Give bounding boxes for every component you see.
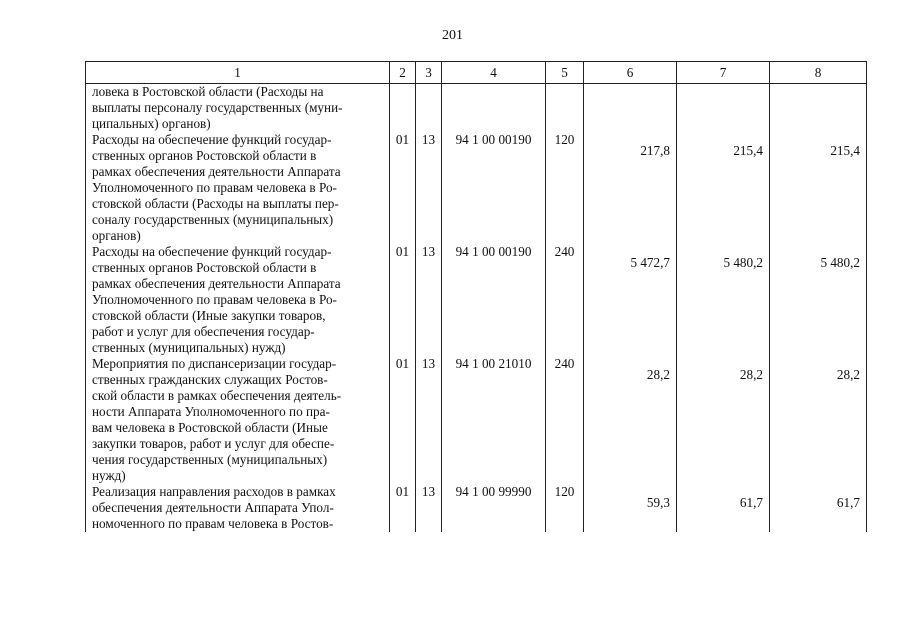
amount-year-2: 28,2 bbox=[677, 356, 770, 484]
row-description bbox=[86, 244, 390, 356]
col-header: 6 bbox=[584, 62, 677, 84]
col-header: 3 bbox=[416, 62, 442, 84]
page-number: 201 bbox=[442, 28, 463, 43]
description-line: Расходы на обеспечение функций государ- bbox=[92, 244, 332, 259]
amount-year-2 bbox=[677, 84, 770, 133]
description-line: Расходы на обеспечение функций государ- bbox=[92, 132, 332, 147]
expense-type-code: 120 bbox=[546, 484, 584, 532]
table-row bbox=[86, 356, 867, 484]
target-article-code: 94 1 00 99990 bbox=[442, 484, 546, 532]
col-header: 8 bbox=[770, 62, 867, 84]
description-line: ловека в Ростовской области (Расходы на bbox=[92, 84, 324, 99]
description-line: органов) bbox=[92, 228, 141, 243]
amount-year-1 bbox=[584, 84, 677, 133]
description-line: чения государственных (муниципальных) bbox=[92, 452, 328, 467]
section-code bbox=[390, 84, 416, 133]
description-line: ственных гражданских служащих Ростов- bbox=[92, 372, 328, 387]
subsection-code: 13 bbox=[416, 244, 442, 356]
description-line: ципальных) органов) bbox=[92, 116, 211, 131]
col-header: 4 bbox=[442, 62, 546, 84]
section-code: 01 bbox=[390, 244, 416, 356]
col-header: 1 bbox=[86, 62, 390, 84]
description-line: ской области в рамках обеспечения деятель- bbox=[92, 388, 342, 403]
description-line: закупки товаров, работ и услуг для обеспе- bbox=[92, 436, 335, 451]
row-description bbox=[86, 356, 390, 484]
description-line: Реализация направления расходов в рамках bbox=[92, 484, 336, 499]
target-article-code: 94 1 00 21010 bbox=[442, 356, 546, 484]
description-line: ственных органов Ростовской области в bbox=[92, 260, 317, 275]
amount-year-1: 59,3 bbox=[584, 484, 677, 532]
description-line: ности Аппарата Уполномоченного по пра- bbox=[92, 404, 330, 419]
description-line: стовской области (Иные закупки товаров, bbox=[92, 308, 326, 323]
target-article-code: 94 1 00 00190 bbox=[442, 132, 546, 244]
budget-table bbox=[85, 61, 867, 532]
description-line: вам человека в Ростовской области (Иные bbox=[92, 420, 328, 435]
amount-year-2: 5 480,2 bbox=[677, 244, 770, 356]
col-header: 7 bbox=[677, 62, 770, 84]
expense-type-code: 240 bbox=[546, 356, 584, 484]
table-row bbox=[86, 84, 867, 133]
col-header: 2 bbox=[390, 62, 416, 84]
table-row bbox=[86, 132, 867, 244]
row-description bbox=[86, 132, 390, 244]
section-code: 01 bbox=[390, 484, 416, 532]
description-line: Мероприятия по диспансеризации государ- bbox=[92, 356, 337, 371]
description-line: рамках обеспечения деятельности Аппарата bbox=[92, 276, 341, 291]
amount-year-1: 217,8 bbox=[584, 132, 677, 244]
target-article-code bbox=[442, 84, 546, 133]
subsection-code: 13 bbox=[416, 484, 442, 532]
amount-year-1: 5 472,7 bbox=[584, 244, 677, 356]
amount-year-3: 5 480,2 bbox=[770, 244, 867, 356]
description-line: Уполномоченного по правам человека в Ро- bbox=[92, 180, 337, 195]
amount-year-3: 61,7 bbox=[770, 484, 867, 532]
amount-year-2: 61,7 bbox=[677, 484, 770, 532]
section-code: 01 bbox=[390, 356, 416, 484]
description-line: соналу государственных (муниципальных) bbox=[92, 212, 334, 227]
subsection-code: 13 bbox=[416, 132, 442, 244]
expense-type-code: 120 bbox=[546, 132, 584, 244]
description-line: обеспечения деятельности Аппарата Упол- bbox=[92, 500, 334, 515]
description-line: работ и услуг для обеспечения государ- bbox=[92, 324, 315, 339]
expense-type-code bbox=[546, 84, 584, 133]
expense-type-code: 240 bbox=[546, 244, 584, 356]
table-header-row bbox=[86, 62, 867, 84]
description-line: нужд) bbox=[92, 468, 126, 483]
subsection-code bbox=[416, 84, 442, 133]
description-line: Уполномоченного по правам человека в Ро- bbox=[92, 292, 337, 307]
amount-year-2: 215,4 bbox=[677, 132, 770, 244]
description-line: стовской области (Расходы на выплаты пер- bbox=[92, 196, 339, 211]
table-row bbox=[86, 484, 867, 532]
amount-year-1: 28,2 bbox=[584, 356, 677, 484]
amount-year-3 bbox=[770, 84, 867, 133]
subsection-code: 13 bbox=[416, 356, 442, 484]
description-line: номоченного по правам человека в Ростов- bbox=[92, 516, 334, 531]
amount-year-3: 215,4 bbox=[770, 132, 867, 244]
row-description bbox=[86, 484, 390, 532]
description-line: ственных органов Ростовской области в bbox=[92, 148, 317, 163]
description-line: ственных (муниципальных) нужд) bbox=[92, 340, 286, 355]
table-row bbox=[86, 244, 867, 356]
description-line: рамках обеспечения деятельности Аппарата bbox=[92, 164, 341, 179]
col-header: 5 bbox=[546, 62, 584, 84]
amount-year-3: 28,2 bbox=[770, 356, 867, 484]
section-code: 01 bbox=[390, 132, 416, 244]
row-description bbox=[86, 84, 390, 133]
target-article-code: 94 1 00 00190 bbox=[442, 244, 546, 356]
description-line: выплаты персоналу государственных (муни- bbox=[92, 100, 343, 115]
